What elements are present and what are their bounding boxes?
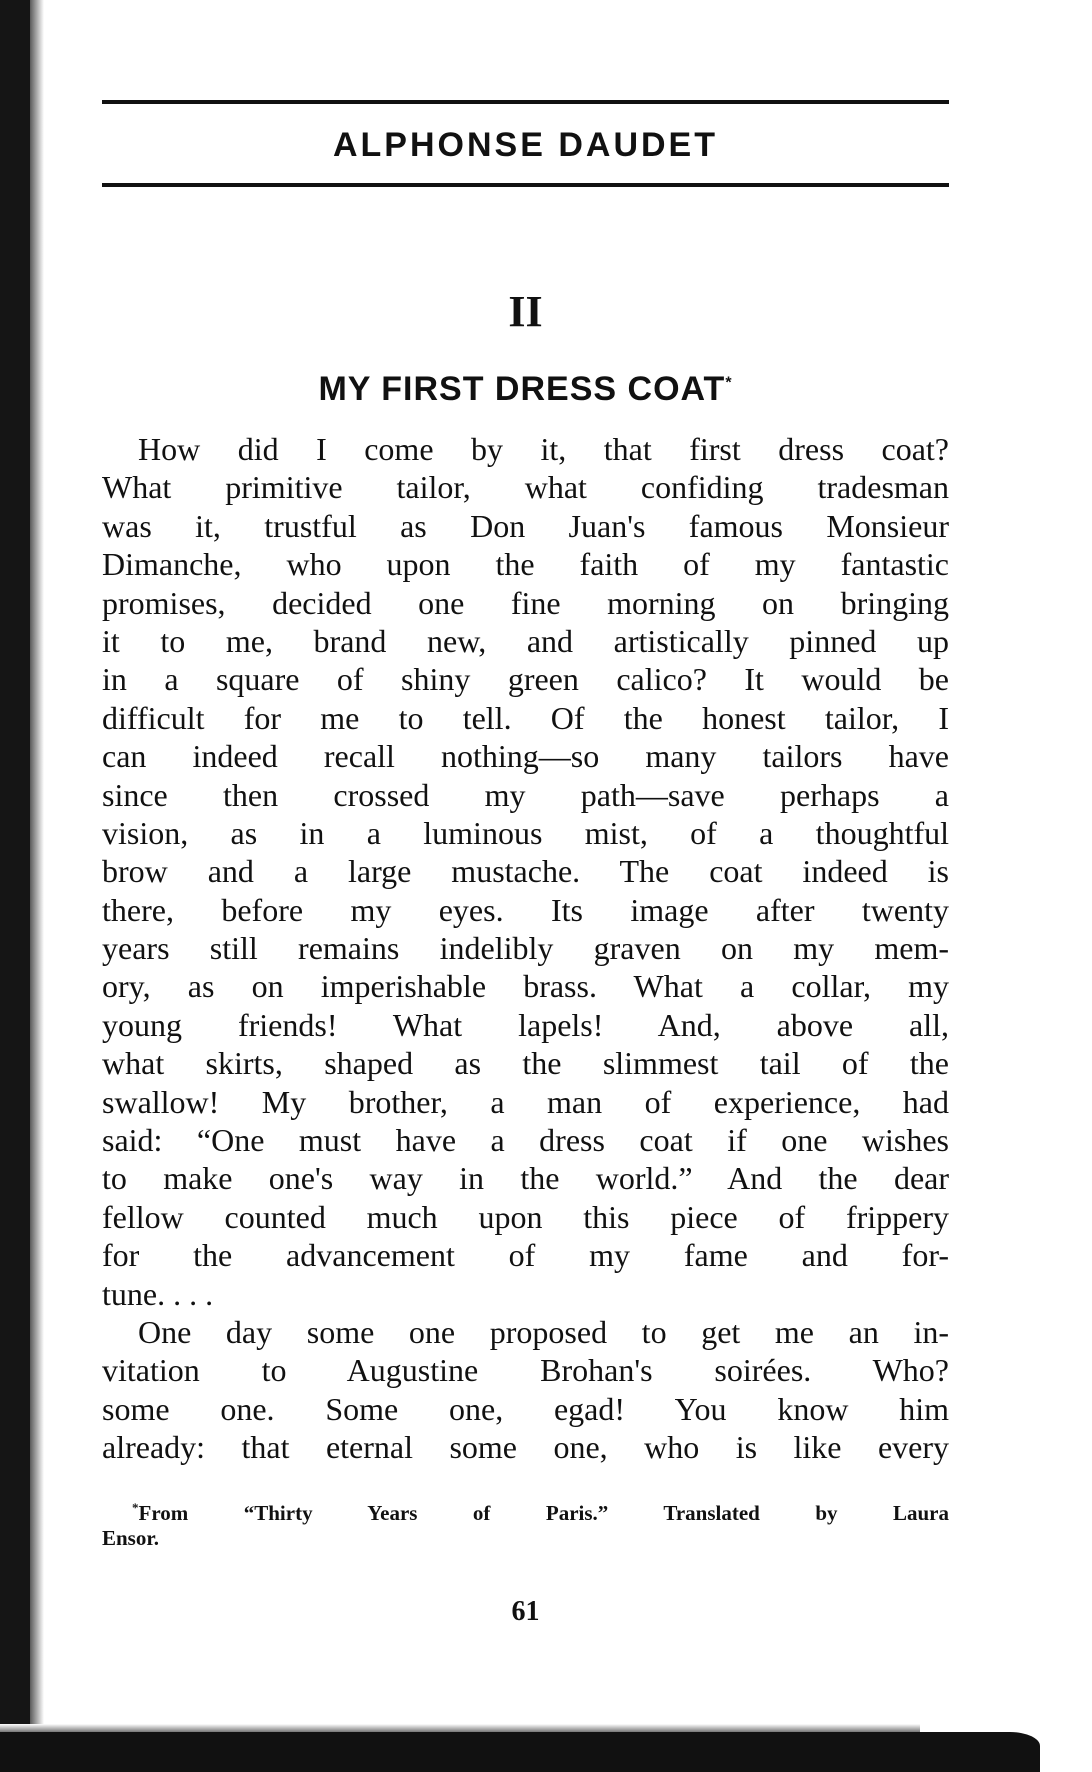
body-line: years still remains indelibly graven on my mem-: [102, 930, 949, 967]
body-line: there, before my eyes. Its image after twenty: [102, 891, 949, 928]
header-rule-top: [102, 100, 949, 104]
body-line: young friends! What lapels! And, above all,: [102, 1006, 949, 1043]
chapter-number: II: [508, 287, 543, 336]
footnote-line: [102, 1492, 949, 1523]
body-line: vitation to Augustine Brohan's soirées. Who?: [102, 1352, 949, 1389]
body-line: in a square of shiny green calico? It would be: [102, 661, 949, 698]
chapter-title: [102, 370, 949, 409]
page-bottom-shadow: [0, 1724, 920, 1732]
body-text: [102, 430, 949, 1467]
body-line: since then crossed my path—save perhaps a: [102, 776, 949, 813]
body-line: for the advancement of my fame and for-: [102, 1237, 949, 1274]
body-line: Dimanche, who upon the faith of my fantastic: [102, 546, 949, 583]
body-line: tune. . . .: [102, 1275, 214, 1312]
body-line: brow and a large mustache. The coat indeed is: [102, 853, 949, 890]
body-line: ory, as on imperishable brass. What a collar, my: [102, 968, 949, 1005]
body-line: already: that eternal some one, who is like every: [102, 1429, 949, 1466]
page-number: 61: [511, 1596, 540, 1627]
body-line: it to me, brand new, and artistically pinned up: [102, 622, 949, 659]
body-line: fellow counted much upon this piece of frippery: [102, 1198, 949, 1235]
footnote-marker: *: [725, 374, 733, 392]
chapter-title-text: MY FIRST DRESS COAT: [318, 370, 726, 408]
binding-shadow: [30, 0, 44, 1772]
body-line: swallow! My brother, a man of experience, had: [102, 1083, 949, 1120]
body-line: some one. Some one, egad! You know him: [102, 1390, 949, 1427]
body-line: One day some one proposed to get me an in-: [138, 1313, 949, 1350]
header-rule-bottom: [102, 183, 949, 187]
body-line: How did I come by it, that first dress coat?: [138, 431, 949, 467]
body-line: was it, trustful as Don Juan's famous Monsieur: [102, 507, 949, 544]
footnote: [102, 1492, 949, 1554]
body-line: what skirts, shaped as the slimmest tail of the: [102, 1045, 949, 1082]
body-line: vision, as in a luminous mist, of a thoughtful: [102, 814, 949, 851]
page-bottom-edge: [0, 1732, 1040, 1772]
body-line: promises, decided one fine morning on bringing: [102, 584, 949, 621]
footnote-line: Ensor.: [102, 1526, 160, 1550]
body-line: to make one's way in the world.” And the dear: [102, 1160, 949, 1197]
body-line: can indeed recall nothing—so many tailors have: [102, 738, 949, 775]
book-binding-edge: [0, 0, 30, 1772]
body-line: difficult for me to tell. Of the honest tailor, I: [102, 699, 949, 736]
running-head: ALPHONSE DAUDET: [332, 126, 719, 164]
footnote-text: From “Thirty Years of Paris.” Translated by Laura: [138, 1501, 949, 1525]
body-line: said: “One must have a dress coat if one wishes: [102, 1122, 949, 1159]
body-line: What primitive tailor, what confiding tradesman: [102, 469, 949, 506]
footnote-marker: *: [132, 1500, 139, 1515]
